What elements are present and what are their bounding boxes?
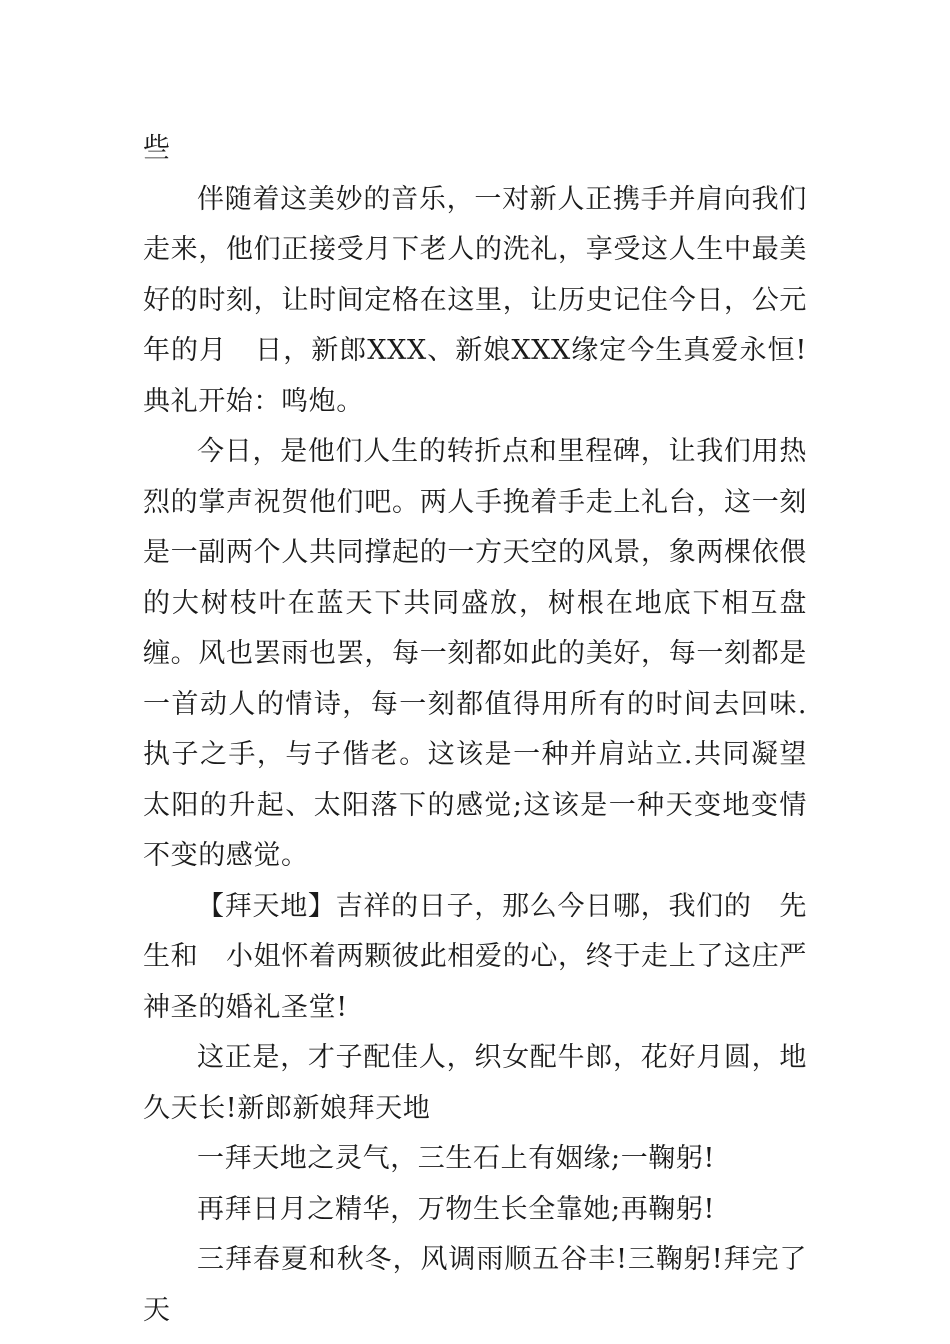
paragraph-music-entrance: 伴随着这美妙的音乐，一对新人正携手并肩向我们走来，他们正接受月下老人的洗礼，享受这人生中最美好的时刻，让时间定格在这里，让历史记住今日，公元 年的月 日，新郎XXX、新娘XXX缘定今生真爱永恒!典礼开始：鸣炮。 bbox=[143, 183, 835, 417]
paragraph-continuation: 些 bbox=[143, 133, 171, 164]
document-body bbox=[143, 124, 835, 1336]
paragraph-perfect-match: 这正是，才子配佳人，织女配牛郎，花好月圆，地久天长!新郎新娘拜天地 bbox=[143, 1042, 807, 1124]
paragraph-third-bow: 三拜春夏和秋冬，风调雨顺五谷丰!三鞠躬!拜完了天 bbox=[143, 1244, 807, 1326]
paragraph-milestone: 今日，是他们人生的转折点和里程碑，让我们用热烈的掌声祝贺他们吧。两人手挽着手走上礼台，这一刻是一副两个人共同撑起的一方天空的风景，象两棵依偎的大树枝叶在蓝天下共同盛放，树根在地底下相互盘缠。风也罢雨也罢，每一刻都如此的美好，每一刻都是一首动人的情诗，每一刻都值得用所有的时间去回味.执子之手，与子偕老。这该是一种并肩站立.共同凝望太阳的升起、太阳落下的感觉;这该是一种天变地变情不变的感觉。 bbox=[143, 436, 807, 871]
paragraph-first-bow: 一拜天地之灵气，三生石上有姻缘;一鞠躬! bbox=[197, 1143, 715, 1174]
paragraph-bai-tiandi: 【拜天地】吉祥的日子，那么今日哪，我们的 先生和 小姐怀着两颗彼此相爱的心，终于走上了这庄严神圣的婚礼圣堂! bbox=[143, 890, 807, 1023]
paragraph-second-bow: 再拜日月之精华，万物生长全靠她;再鞠躬! bbox=[197, 1193, 715, 1225]
